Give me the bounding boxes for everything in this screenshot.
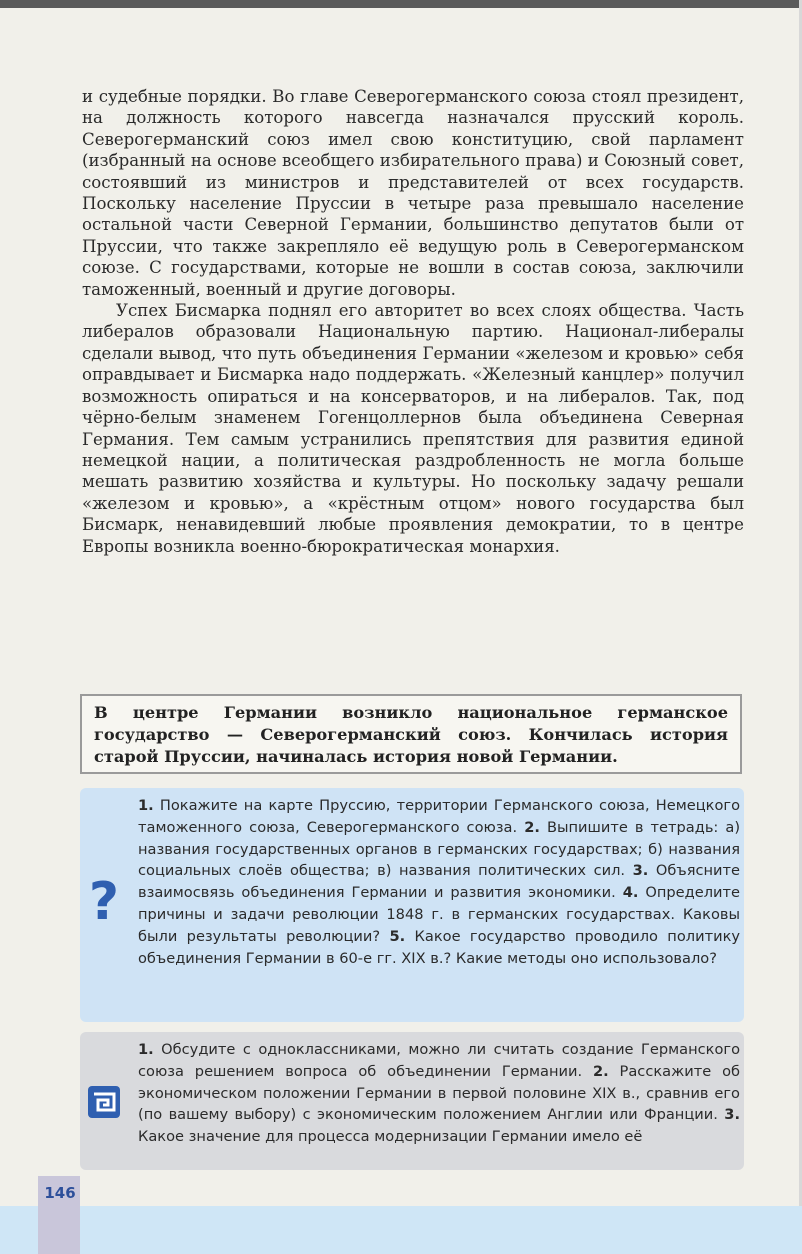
summary-box (80, 694, 742, 774)
question-text: Выпишите в тетрадь: а) названия государственных органов в германских государствах; б) названия социальных слоёв общества; в) названия политических сил. (138, 818, 741, 880)
assignment-number: 2. (592, 1062, 609, 1080)
question-text: Объясните взаимосвязь объединения Германии и развития экономики. (138, 862, 741, 902)
summary-text: В центре Германии возникло национальное германское государство — Северогерманский союз. Кончилась история старой Пруссии, начиналась история новой Германии. (94, 703, 728, 766)
question-number: 4. (622, 884, 639, 902)
footer-band (0, 1206, 802, 1254)
assignment-number: 3. (724, 1106, 740, 1124)
paragraph-2: Успех Бисмарка поднял его авторитет во всех слоях общества. Часть либералов образовали Национальную партию. Национал-либералы сделали вывод, что путь объединения Германии «железом и кровью» себя оправдывает и Бисмарка надо поддержать. «Железный канцлер» получил возможность опираться и на консерваторов, и на либералов. Так, под чёрно-белым знаменем Гогенцоллернов была объединена Северная Германия. Тем самым устранились препятствия для развития единой немецкой нации, а политическая раздробленность не могла больше мешать развитию хозяйства и культуры. Но поскольку задачу решали «железом и кровью», а «крёстным отцом» нового государства был Бисмарк, ненавидевший любые проявления демократии, то в центре Европы возникла военно-бюрократическая монархия. (82, 301, 744, 556)
main-body-text (82, 86, 744, 557)
page-number: 146 (44, 1184, 76, 1202)
meander-icon (88, 1086, 120, 1118)
question-text: Какое государство проводило политику объединения Германии в 60-е гг. XIX в.? Какие методы оно использовало? (138, 927, 741, 967)
question-number: 5. (389, 927, 406, 945)
assignment-text: Расскажите об экономическом положении Германии в первой половине XIX в., сравнив его (по вашему выбору) с экономическим положением Англии или Франции. (138, 1062, 741, 1124)
assignments-text (138, 1039, 740, 1148)
paragraph-1: и судебные порядки. Во главе Северогерманского союза стоял президент, на должность которого навсегда назначался прусский король. Северогерманский союз имел свою конституцию, свой парламент (избранный на основе всеобщего избирательного права) и Союзный совет, состоявший из министров и представителей от всех государств. Поскольку население Пруссии в четыре раза превышало население остальной части Северной Германии, большинство депутатов были от Пруссии, что также закрепляло её ведущую роль в Северогерманском союзе. С государствами, которые не вошли в состав союза, заключили таможенный, военный и другие договоры. (82, 87, 744, 299)
question-text: Покажите на карте Пруссию, территории Германского союза, Немецкого таможенного союза, Северогерманского союза. (138, 797, 741, 836)
page-top-edge (0, 0, 802, 8)
question-text: Определите причины и задачи революции 1848 г. в германских государствах. Каковы были результаты революции? (138, 884, 741, 945)
question-number: 1. (138, 797, 154, 814)
assignment-text: Какое значение для процесса модернизации Германии имело её (138, 1128, 643, 1146)
assignment-number: 1. (138, 1041, 154, 1058)
questions-text (138, 795, 740, 969)
question-number: 2. (524, 818, 540, 836)
question-mark-icon: ? (88, 872, 120, 932)
question-number: 3. (632, 862, 649, 880)
assignment-text: Обсудите с одноклассниками, можно ли считать создание Германского союза решением вопроса об объединении Германии. (138, 1041, 740, 1080)
